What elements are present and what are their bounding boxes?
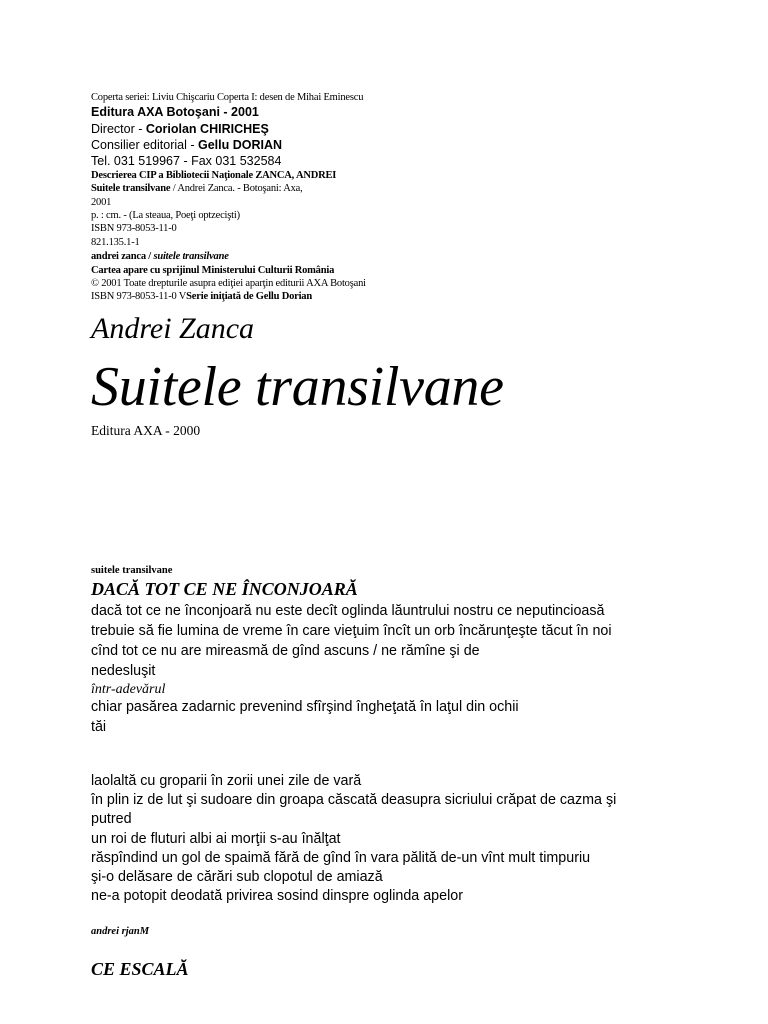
advisor-line	[91, 139, 282, 152]
edition-line: Editura AXA - 2000	[91, 423, 201, 438]
cip-author-bold: andrei zanca /	[91, 251, 154, 262]
phone-line: Tel. 031 519967 - Fax 031 532584	[91, 154, 282, 168]
cip-title-line	[91, 184, 303, 195]
cip-isbn: ISBN 973-8053-11-0	[91, 223, 177, 234]
poem-line: cînd tot ce nu are mireasmă de gînd ascuns / ne rămîne şi de	[91, 643, 480, 659]
cover-credit: Coperta seriei: Liviu Chişcariu Coperta I: desen de Mihai Eminescu	[91, 92, 364, 103]
poem-line: răspîndind un gol de spaimă fără de gînd în vara pălită de-un vînt mult timpuriu	[91, 850, 591, 866]
cip-author-line	[91, 252, 229, 263]
cip-year: 2001	[91, 197, 112, 208]
publisher-line: Editura AXA Botoşani - 2001	[91, 105, 259, 119]
cip-heading: Descrierea CIP a Bibliotecii Naţionale ZANCA, ANDREI	[91, 170, 337, 181]
cip-author-italic: suitele transilvane	[153, 251, 229, 262]
poem-title: DACĂ TOT CE NE ÎNCONJOARĂ	[91, 579, 358, 599]
poem-line: şi-o delăsare de cărări sub clopotul de amiază	[91, 869, 383, 885]
director-name: Coriolan CHIRICHEŞ	[145, 122, 269, 136]
director-line	[91, 123, 269, 136]
cip-title-rest: / Andrei Zanca. - Botoşani: Axa,	[170, 183, 303, 194]
cip-udc: 821.135.1-1	[91, 237, 140, 248]
isbn-series-line	[91, 292, 312, 303]
cip-title-bold: Suitele transilvane	[91, 183, 171, 194]
poem-line: chiar pasărea zadarnic prevenind sfîrşind îngheţată în laţul din ochii	[91, 699, 519, 715]
poem-line: tăi	[91, 719, 107, 735]
poem-line: în plin iz de lut şi sudoare din groapa căscată deasupra sicriului crăpat de cazma şi	[91, 792, 617, 808]
poem-title: CE ESCALĂ	[91, 959, 189, 979]
copyright-line: © 2001 Toate drepturile asupra ediţiei aparţin editurii AXA Botoşani	[91, 278, 366, 289]
running-head: andrei rjanM	[91, 926, 150, 937]
poem-line: trebuie să fie lumina de vreme în care vieţuim încît un orb încărunţeşte tăcut în noi	[91, 623, 612, 639]
poem-line: ne-a potopit deodată privirea sosind dinspre oglinda apelor	[91, 888, 463, 904]
ministry-note: Cartea apare cu sprijinul Ministerului Culturii România	[91, 265, 335, 276]
advisor-name: Gellu DORIAN	[197, 138, 283, 152]
poem-line: un roi de fluturi albi ai morţii s-au înălţat	[91, 831, 341, 847]
director-label: Director -	[91, 122, 146, 136]
isbn-plain: ISBN 973-8053-11-0 V	[91, 291, 187, 302]
book-title: Suitele transilvane	[91, 356, 504, 418]
author-name: Andrei Zanca	[91, 312, 255, 345]
poem-line: dacă tot ce ne înconjoară nu este decît oglinda lăuntrului nostru ce neputincioasă	[91, 603, 605, 619]
poem-italic-line: într-adevărul	[91, 682, 166, 697]
poem-line: nedesluşit	[91, 663, 156, 679]
poem-line: putred	[91, 811, 132, 827]
advisor-label: Consilier editorial -	[91, 138, 198, 152]
poem-line: laolaltă cu groparii în zorii unei zile de vară	[91, 773, 362, 789]
cip-pages: p. : cm. - (La steaua, Poeţi optzecişti)	[91, 210, 240, 221]
series-note: Serie iniţiată de Gellu Dorian	[186, 291, 312, 302]
running-head: suitele transilvane	[91, 565, 173, 576]
